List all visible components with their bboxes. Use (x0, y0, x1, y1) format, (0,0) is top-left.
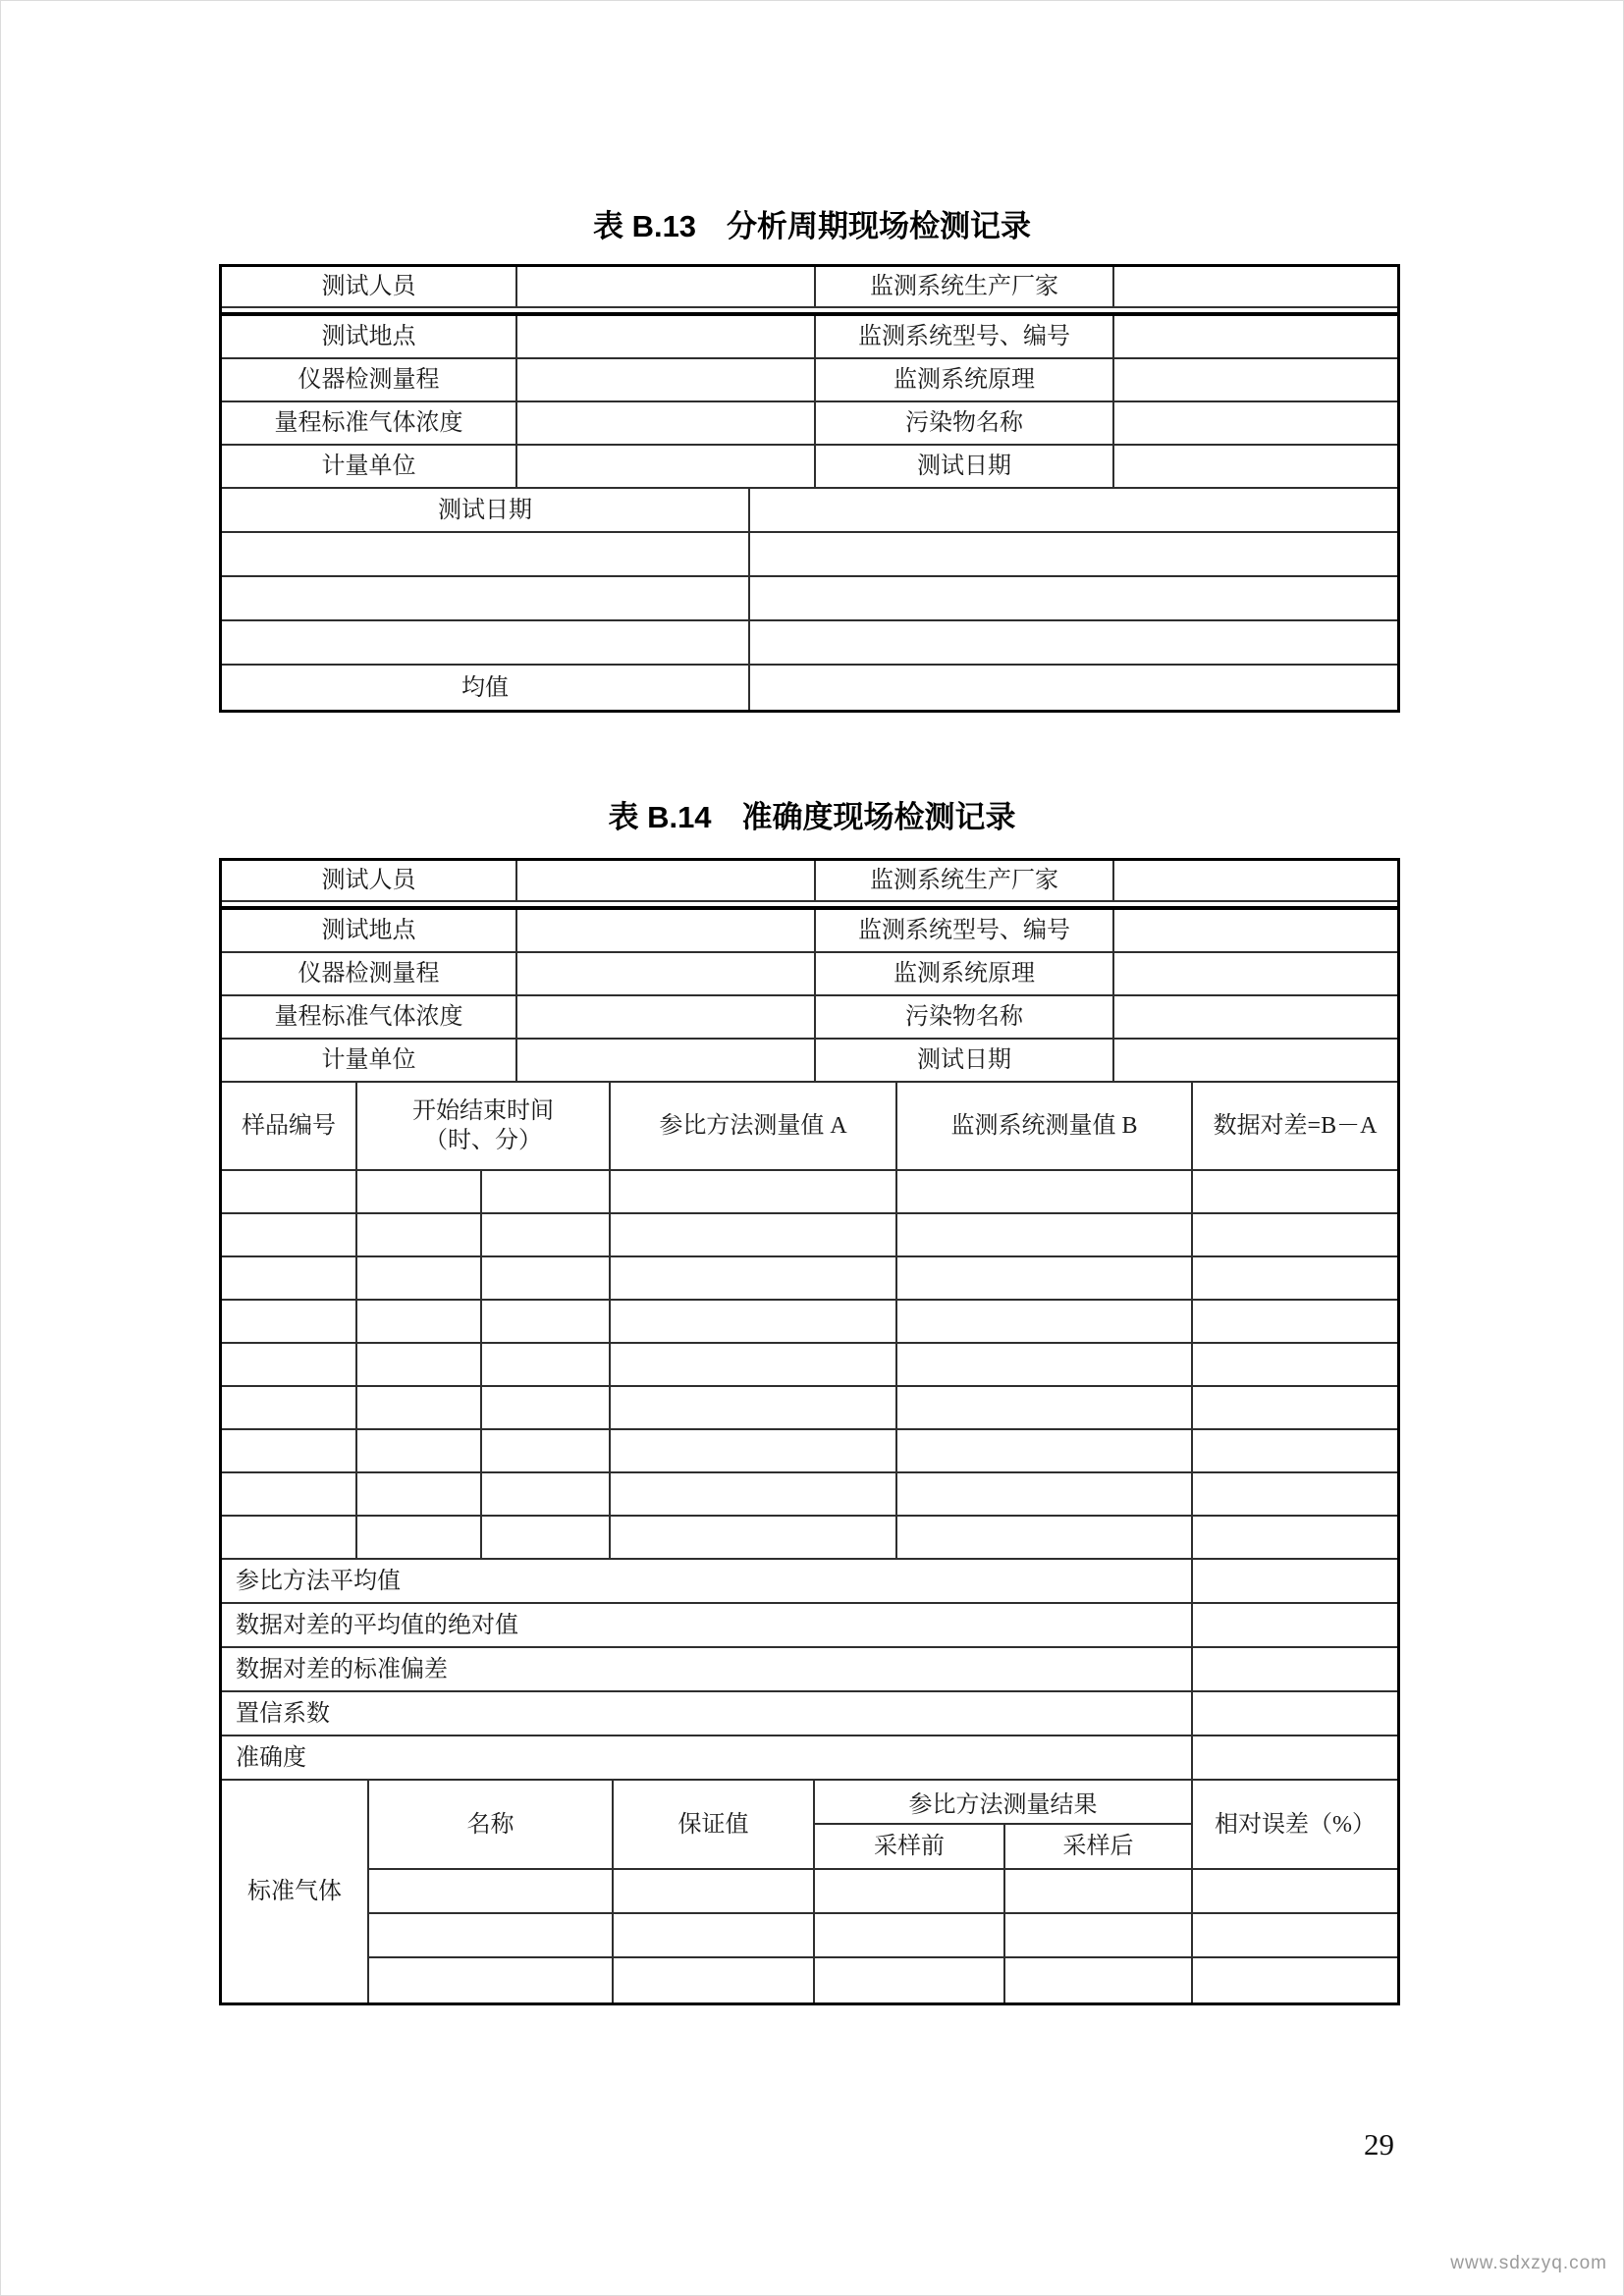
info-value-cell (517, 359, 816, 400)
cems-value-header: 监测系统测量值 B (897, 1083, 1193, 1169)
summary-value-cell (1193, 1736, 1397, 1779)
standard-gas-label-cell: 标准气体 (222, 1781, 369, 2002)
empty-cell (611, 1430, 897, 1471)
empty-cell (482, 1344, 611, 1385)
empty-cell (1193, 1301, 1397, 1342)
table-row (222, 446, 1397, 489)
empty-cell (614, 1870, 815, 1912)
table-row (222, 267, 1397, 306)
gas-guaranteed-header: 保证值 (614, 1781, 815, 1868)
table-row (222, 533, 1397, 577)
empty-cell (750, 533, 1397, 575)
sample-row (222, 1473, 1397, 1517)
table-row (222, 666, 1397, 710)
empty-cell (611, 1171, 897, 1212)
table-row (222, 402, 1397, 446)
info-label-cell: 测试人员 (222, 861, 517, 900)
empty-cell (482, 1387, 611, 1428)
info-value-cell (1114, 316, 1397, 357)
info-label-cell: 量程标准气体浓度 (222, 996, 517, 1038)
sample-row (222, 1171, 1397, 1214)
summary-row (222, 1648, 1397, 1692)
empty-cell (222, 1430, 357, 1471)
table-row (222, 861, 1397, 900)
gas-data-row (369, 1870, 1397, 1914)
gas-name-header: 名称 (369, 1781, 614, 1868)
info-value-cell (1114, 1040, 1397, 1081)
table-row (222, 316, 1397, 359)
page-number: 29 (1364, 2127, 1394, 2162)
info-value-cell (1114, 359, 1397, 400)
empty-cell (1193, 1958, 1397, 2002)
after-sampling-header: 采样后 (1062, 1834, 1134, 1859)
empty-cell (611, 1301, 897, 1342)
summary-label-cell: 准确度 (222, 1736, 1193, 1779)
ref-result-subheaders (815, 1825, 1191, 1868)
info-label-cell: 监测系统生产厂家 (816, 861, 1114, 900)
empty-cell (369, 1870, 614, 1912)
info-label-cell: 仪器检测量程 (222, 953, 517, 994)
empty-cell (222, 1214, 357, 1255)
empty-cell (897, 1387, 1193, 1428)
empty-cell (611, 1473, 897, 1515)
empty-cell (222, 533, 750, 575)
sample-row (222, 1517, 1397, 1560)
table-row (222, 910, 1397, 953)
watermark: www.sdxzyq.com (1450, 2253, 1607, 2273)
table-b13-title: 表 B.13 分析周期现场检测记录 (592, 209, 1032, 243)
empty-cell (1193, 1387, 1397, 1428)
summary-label-cell: 数据对差的平均值的绝对值 (222, 1604, 1193, 1646)
date-label-cell: 测试日期 (222, 489, 750, 531)
empty-cell (1193, 1517, 1397, 1558)
sample-row (222, 1387, 1397, 1430)
time-header-line2: （时、分） (424, 1128, 542, 1153)
empty-cell (611, 1517, 897, 1558)
gas-data-row (369, 1914, 1397, 1958)
standard-gas-section (222, 1781, 1397, 2002)
empty-cell (222, 577, 750, 619)
info-value-cell (1114, 996, 1397, 1038)
empty-cell (222, 1301, 357, 1342)
empty-cell (222, 1344, 357, 1385)
empty-cell (1193, 1171, 1397, 1212)
empty-cell (815, 1958, 1005, 2002)
empty-cell (482, 1257, 611, 1299)
double-rule-divider (222, 306, 1397, 316)
empty-cell (1193, 1870, 1397, 1912)
sample-row (222, 1430, 1397, 1473)
empty-cell (357, 1171, 482, 1212)
table-row (222, 621, 1397, 666)
empty-cell (357, 1257, 482, 1299)
empty-cell (222, 1257, 357, 1299)
empty-cell (222, 1473, 357, 1515)
sample-row (222, 1344, 1397, 1387)
ref-value-header: 参比方法测量值 A (611, 1083, 897, 1169)
empty-cell (1193, 1257, 1397, 1299)
empty-cell (1005, 1958, 1193, 2002)
empty-cell (897, 1430, 1193, 1471)
empty-cell (357, 1430, 482, 1471)
info-value-cell (1114, 402, 1397, 444)
summary-value-cell (1193, 1648, 1397, 1690)
summary-value-cell (1193, 1692, 1397, 1735)
summary-value-cell (1193, 1604, 1397, 1646)
relative-error-header: 相对误差（%） (1215, 1811, 1376, 1838)
empty-cell (614, 1958, 815, 2002)
info-value-cell (1114, 910, 1397, 951)
empty-cell (1005, 1914, 1193, 1956)
info-label-cell: 测试地点 (222, 316, 517, 357)
info-label-cell: 污染物名称 (816, 402, 1114, 444)
summary-label-cell: 数据对差的标准偏差 (222, 1648, 1193, 1690)
empty-cell (357, 1387, 482, 1428)
empty-cell (482, 1517, 611, 1558)
empty-cell (897, 1301, 1193, 1342)
empty-cell (897, 1171, 1193, 1212)
info-value-cell (517, 996, 816, 1038)
info-value-cell (1114, 861, 1397, 900)
table-b14-title: 表 B.14 准确度现场检测记录 (608, 800, 1016, 834)
table-row (222, 996, 1397, 1040)
empty-cell (614, 1914, 815, 1956)
ref-result-header-group (815, 1781, 1193, 1868)
info-label-cell: 监测系统原理 (816, 359, 1114, 400)
table-b14 (219, 858, 1400, 2005)
info-label-cell: 监测系统型号、编号 (816, 316, 1114, 357)
empty-cell (897, 1214, 1193, 1255)
empty-cell (369, 1958, 614, 2002)
empty-cell (611, 1214, 897, 1255)
ref-result-header: 参比方法测量结果 (815, 1781, 1191, 1825)
empty-cell (482, 1171, 611, 1212)
table-row (222, 489, 1397, 533)
empty-cell (357, 1301, 482, 1342)
info-label-cell: 污染物名称 (816, 996, 1114, 1038)
info-value-cell (517, 316, 816, 357)
info-label-cell: 监测系统生产厂家 (816, 267, 1114, 306)
empty-cell (897, 1473, 1193, 1515)
empty-cell (897, 1257, 1193, 1299)
info-label-cell: 测试日期 (816, 446, 1114, 487)
time-header-line1: 开始结束时间 (412, 1098, 554, 1124)
mean-value-cell (750, 666, 1397, 710)
table-row (222, 953, 1397, 996)
empty-cell (1193, 1214, 1397, 1255)
empty-cell (611, 1387, 897, 1428)
empty-cell (897, 1344, 1193, 1385)
info-label-cell: 监测系统型号、编号 (816, 910, 1114, 951)
table-row (222, 577, 1397, 621)
empty-cell (222, 1517, 357, 1558)
empty-cell (357, 1344, 482, 1385)
empty-cell (369, 1914, 614, 1956)
info-value-cell (517, 267, 816, 306)
empty-cell (222, 621, 750, 664)
mean-label-cell: 均值 (222, 666, 750, 710)
empty-cell (222, 1387, 357, 1428)
empty-cell (1193, 1344, 1397, 1385)
sample-row (222, 1301, 1397, 1344)
sample-row (222, 1214, 1397, 1257)
summary-row (222, 1560, 1397, 1604)
sample-no-header: 样品编号 (222, 1083, 357, 1169)
info-value-cell (517, 910, 816, 951)
info-value-cell (1114, 953, 1397, 994)
date-value-cell (750, 489, 1397, 531)
empty-cell (750, 577, 1397, 619)
empty-cell (897, 1517, 1193, 1558)
empty-cell (222, 1171, 357, 1212)
empty-cell (1005, 1870, 1193, 1912)
time-header (357, 1083, 611, 1169)
summary-row (222, 1604, 1397, 1648)
empty-cell (482, 1214, 611, 1255)
empty-cell (1193, 1473, 1397, 1515)
info-label-cell: 测试人员 (222, 267, 517, 306)
empty-cell (611, 1257, 897, 1299)
sample-row (222, 1257, 1397, 1301)
empty-cell (357, 1473, 482, 1515)
info-value-cell (1114, 446, 1397, 487)
info-label-cell: 监测系统原理 (816, 953, 1114, 994)
diff-header: 数据对差=B－A (1213, 1113, 1378, 1139)
info-label-cell: 测试日期 (816, 1040, 1114, 1081)
empty-cell (815, 1870, 1005, 1912)
info-label-cell: 计量单位 (222, 446, 517, 487)
summary-label-cell: 参比方法平均值 (222, 1560, 1193, 1602)
summary-label-cell: 置信系数 (222, 1692, 1193, 1735)
info-value-cell (517, 446, 816, 487)
gas-data-row (369, 1958, 1397, 2002)
empty-cell (815, 1914, 1005, 1956)
info-value-cell (1114, 267, 1397, 306)
empty-cell (482, 1430, 611, 1471)
empty-cell (357, 1517, 482, 1558)
empty-cell (482, 1473, 611, 1515)
info-label-cell: 计量单位 (222, 1040, 517, 1081)
info-value-cell (517, 953, 816, 994)
empty-cell (357, 1214, 482, 1255)
info-label-cell: 测试地点 (222, 910, 517, 951)
info-value-cell (517, 861, 816, 900)
info-value-cell (517, 402, 816, 444)
info-label-cell: 仪器检测量程 (222, 359, 517, 400)
empty-cell (482, 1301, 611, 1342)
empty-cell (1193, 1430, 1397, 1471)
empty-cell (750, 621, 1397, 664)
before-sampling-header: 采样前 (815, 1825, 1005, 1868)
summary-row (222, 1692, 1397, 1736)
table-b13 (219, 264, 1400, 713)
summary-row (222, 1736, 1397, 1781)
info-value-cell (517, 1040, 816, 1081)
table-row (222, 359, 1397, 402)
info-label-cell: 量程标准气体浓度 (222, 402, 517, 444)
empty-cell (611, 1344, 897, 1385)
double-rule-divider (222, 900, 1397, 910)
sample-header-row (222, 1083, 1397, 1171)
table-row (222, 1040, 1397, 1083)
standard-gas-grid (369, 1781, 1397, 2002)
empty-cell (1193, 1914, 1397, 1956)
summary-value-cell (1193, 1560, 1397, 1602)
gas-header-row (369, 1781, 1397, 1870)
